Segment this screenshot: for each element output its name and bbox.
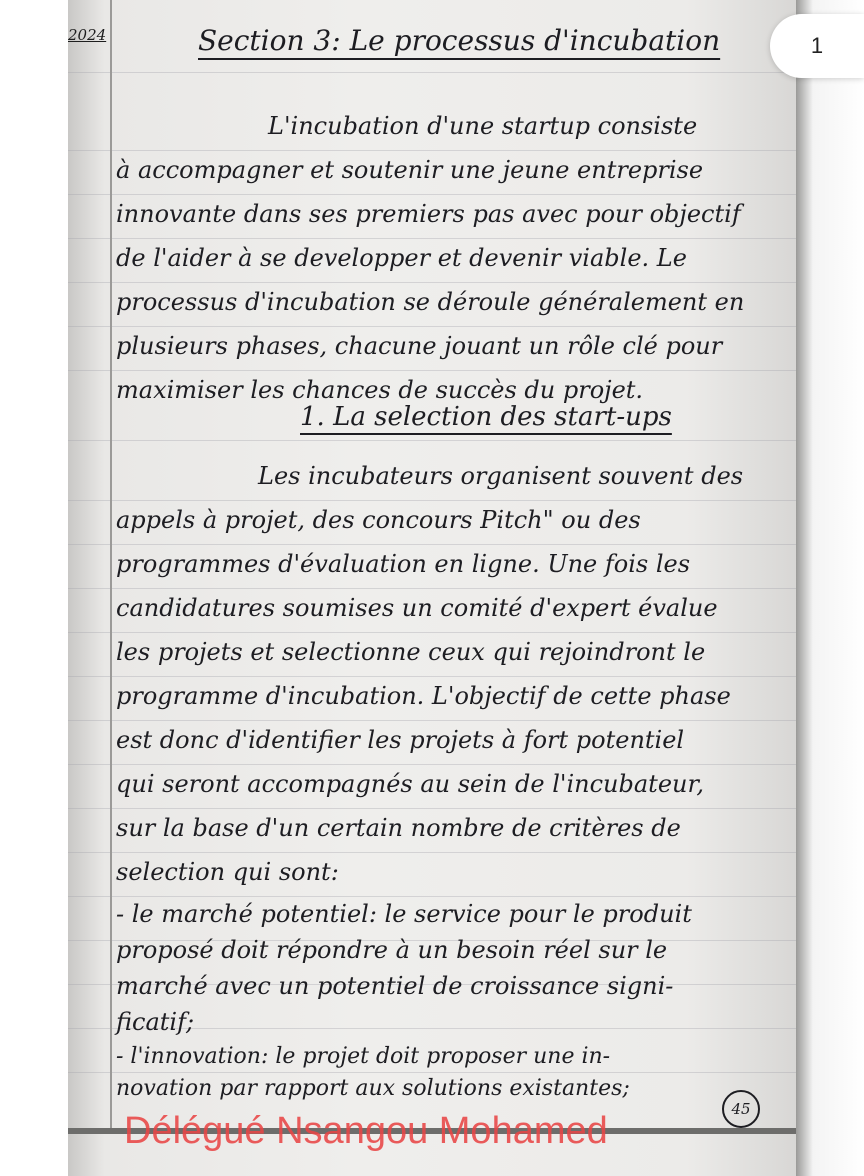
- intro-line: de l'aider à se developper et devenir viable. Le: [116, 244, 687, 272]
- ruled-line: [68, 326, 796, 327]
- page-indicator[interactable]: 1: [770, 14, 864, 78]
- year-fragment: 2024: [68, 26, 107, 44]
- body-line: Les incubateurs organisent souvent des: [258, 462, 744, 490]
- ruled-line: [68, 588, 796, 589]
- ruled-line: [68, 808, 796, 809]
- left-margin: [0, 0, 68, 1176]
- body-line: ficatif;: [116, 1008, 195, 1036]
- body-line: programmes d'évaluation en ligne. Une fois les: [116, 550, 691, 578]
- ruled-line: [68, 150, 796, 151]
- body-line: qui seront accompagnés au sein de l'incubateur,: [116, 770, 704, 798]
- margin-line: [110, 0, 112, 1130]
- ruled-line: [68, 852, 796, 853]
- intro-line: innovante dans ses premiers pas avec pour objectif: [116, 200, 741, 228]
- ruled-line: [68, 764, 796, 765]
- ruled-line: [68, 194, 796, 195]
- body-line: appels à projet, des concours Pitch" ou des: [116, 506, 641, 534]
- ruled-line: [68, 72, 796, 73]
- intro-line: processus d'incubation se déroule généralement en: [116, 288, 745, 316]
- watermark: Délégué Nsangou Mohamed: [124, 1110, 608, 1152]
- intro-line: L'incubation d'une startup consiste: [268, 112, 698, 140]
- ruled-line: [68, 282, 796, 283]
- body-line: les projets et selectionne ceux qui rejoindront le: [116, 638, 706, 666]
- body-line: selection qui sont:: [116, 858, 339, 886]
- page-number: 45: [722, 1090, 760, 1128]
- ruled-line: [68, 238, 796, 239]
- notebook-page: [68, 0, 796, 1176]
- section-heading: 1. La selection des start-ups: [300, 402, 672, 432]
- body-line: - le marché potentiel: le service pour le produit: [116, 900, 692, 928]
- body-line: novation par rapport aux solutions existantes;: [116, 1076, 630, 1101]
- body-line: sur la base d'un certain nombre de critères de: [116, 814, 681, 842]
- intro-line: maximiser les chances de succès du projet.: [116, 376, 644, 404]
- ruled-line: [68, 676, 796, 677]
- ruled-line: [68, 440, 796, 441]
- ruled-line: [68, 632, 796, 633]
- ruled-line: [68, 500, 796, 501]
- intro-line: à accompagner et soutenir une jeune entreprise: [116, 156, 704, 184]
- body-line: candidatures soumises un comité d'expert évalue: [116, 594, 718, 622]
- ruled-line: [68, 720, 796, 721]
- body-line: programme d'incubation. L'objectif de cette phase: [116, 682, 731, 710]
- viewer-right-edge: [796, 0, 864, 1176]
- ruled-line: [68, 544, 796, 545]
- ruled-line: [68, 1072, 796, 1073]
- body-line: proposé doit répondre à un besoin réel sur le: [116, 936, 668, 964]
- page-title: Section 3: Le processus d'incubation: [198, 24, 721, 57]
- ruled-line: [68, 370, 796, 371]
- body-line: marché avec un potentiel de croissance signi-: [116, 972, 674, 1000]
- intro-line: plusieurs phases, chacune jouant un rôle clé pour: [116, 332, 723, 360]
- body-line: - l'innovation: le projet doit proposer une in-: [116, 1044, 611, 1069]
- body-line: est donc d'identifier les projets à fort potentiel: [116, 726, 685, 754]
- ruled-line: [68, 896, 796, 897]
